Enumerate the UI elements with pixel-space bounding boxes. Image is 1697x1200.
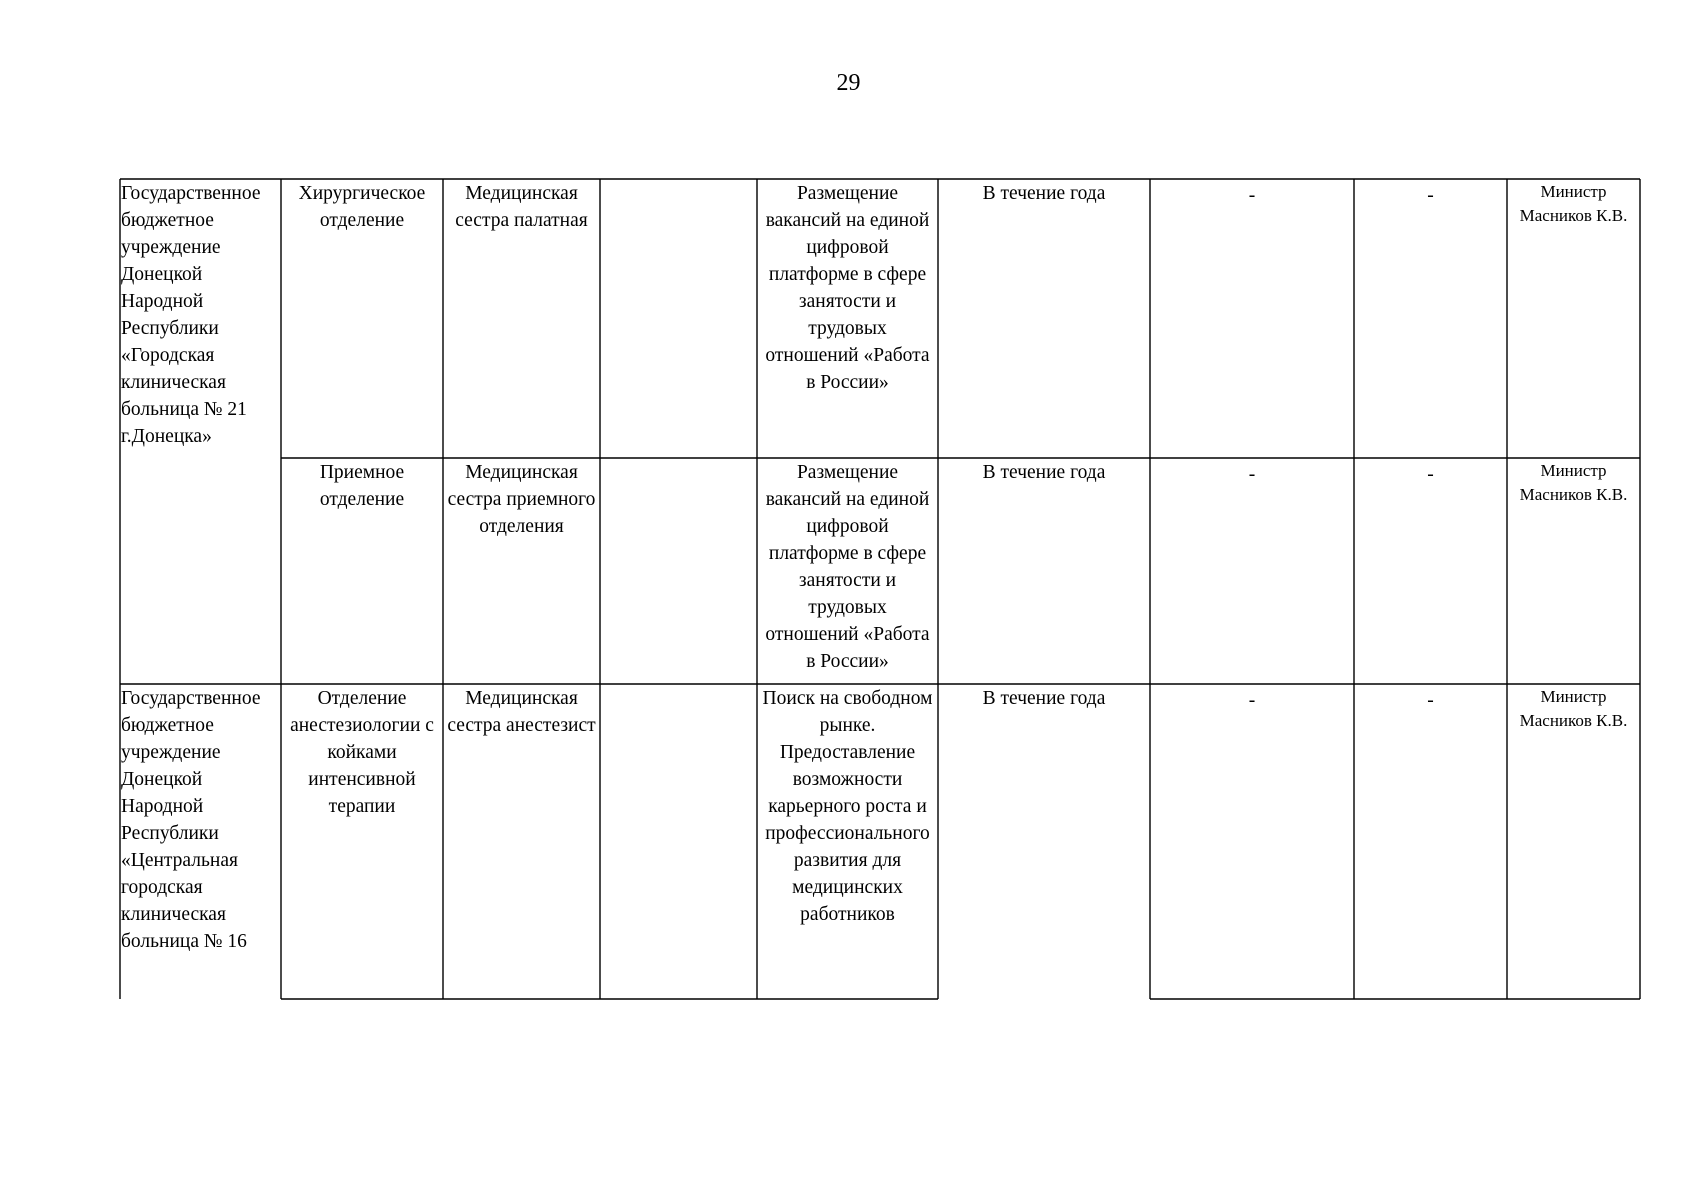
table-row-1-measure: Размещение вакансий на единой цифровой платформе в сфере занятости и трудовых отношений «Работа в России» — [765, 183, 930, 393]
table-row-3-term: В течение года — [982, 688, 1106, 709]
table-row-1-department: Хирургическое отделение — [298, 183, 426, 231]
table-row-1-position: Медицинская сестра палатная — [455, 183, 588, 231]
table-row-2-measure: Размещение вакансий на единой цифровой платформе в сфере занятости и трудовых отношений «Работа в России» — [765, 462, 930, 672]
table-row-2-col7: - — [1248, 464, 1256, 485]
table-row-2-col8: - — [1427, 464, 1434, 485]
table-row-3-col8: - — [1427, 690, 1434, 711]
page-number: 29 — [836, 70, 861, 96]
table-row-2-department: Приемное отделение — [319, 462, 405, 510]
table-row-3-measure: Поиск на свободном рынке. Предоставление возможности карьерного роста и профессионального развития для медицинских работников — [762, 688, 933, 925]
table-row-2-position: Медицинская сестра приемного отделения — [447, 462, 596, 537]
table-row-3-responsible: Министр Масников К.В. — [1519, 687, 1628, 730]
table-row-3-department: Отделение анестезиологии с койками интенсивной терапии — [290, 688, 434, 817]
table-row-2-term: В течение года — [982, 462, 1106, 483]
table-row-3-col7: - — [1248, 690, 1256, 711]
table-row-1-institution: Государственное бюджетное учреждение Донецкой Народной Республики «Городская клиническая больница № 21 г.Донецка» — [121, 183, 261, 447]
table-row-1-term: В течение года — [982, 183, 1106, 204]
table-row-2-responsible: Министр Масников К.В. — [1519, 461, 1628, 504]
table-row-1-col7: - — [1248, 185, 1256, 206]
table-row-1-responsible: Министр Масников К.В. — [1519, 182, 1628, 225]
table-row-3-position: Медицинская сестра анестезист — [447, 688, 596, 736]
table-row-3-institution: Государственное бюджетное учреждение Донецкой Народной Республики «Центральная городская клиническая больница № 16 — [121, 688, 261, 952]
table-row-1-col8: - — [1427, 185, 1434, 206]
